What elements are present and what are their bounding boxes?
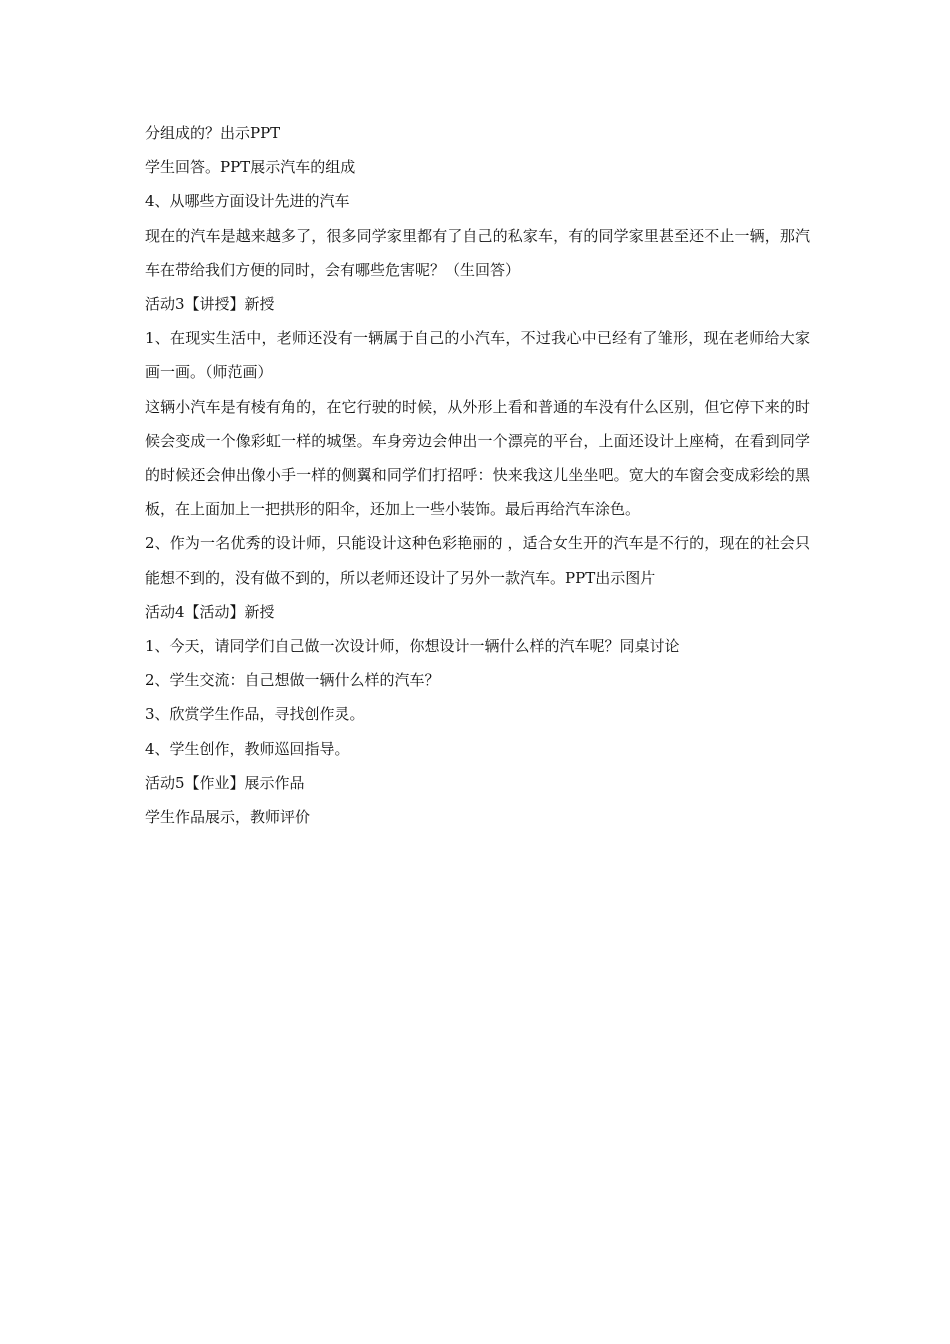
- section-item-4: 4、学生创作，教师巡回指导。: [145, 739, 350, 758]
- section-item-1: 1、在现实生活中，老师还没有一辆属于自己的小汽车，不过我心中已经有了雏形，现在老师给大家画一画。（师范画）: [145, 329, 810, 382]
- section-item-4: 4、从哪些方面设计先进的汽车: [145, 192, 350, 211]
- text-line: 学生作品展示，教师评价: [145, 808, 311, 827]
- section-item-3: 3、欣赏学生作品，寻找创作灵。: [145, 705, 365, 724]
- paragraph: 这辆小汽车是有棱有角的，在它行驶的时候，从外形上看和普通的车没有什么区别，但它停下来的时候会变成一个像彩虹一样的城堡。车身旁边会伸出一个漂亮的平台，上面还设计上座椅，在看到同学的时候还会伸出像小手一样的侧翼和同学们打招呼：快来我这儿坐坐吧。宽大的车窗会变成彩绘的黑板，在上面加上一把拱形的阳伞，还加上一些小装饰。最后再给汽车涂色。: [145, 397, 810, 519]
- activity-heading-5: 活动5【作业】展示作品: [145, 773, 305, 792]
- section-item-2: 2、作为一名优秀的设计师，只能设计这种色彩艳丽的 ，适合女生开的汽车是不行的，现在的社会只能想不到的，没有做不到的，所以老师还设计了另外一款汽车。PPT出示图片: [145, 534, 810, 587]
- section-item-2: 2、学生交流：自己想做一辆什么样的汽车？: [145, 671, 440, 690]
- text-line: 学生回答。PPT展示汽车的组成: [145, 158, 356, 177]
- text-line: 分组成的？出示PPT: [145, 124, 281, 142]
- paragraph: 现在的汽车是越来越多了，很多同学家里都有了自己的私家车，有的同学家里甚至还不止一辆，那汽车在带给我们方便的同时，会有哪些危害呢？（生回答）: [145, 226, 810, 279]
- activity-heading-4: 活动4【活动】新授: [145, 602, 275, 621]
- activity-heading-3: 活动3【讲授】新授: [145, 295, 275, 314]
- document-body: [145, 116, 810, 834]
- section-item-1: 1、今天，请同学们自己做一次设计师，你想设计一辆什么样的汽车呢？同桌讨论: [145, 637, 680, 656]
